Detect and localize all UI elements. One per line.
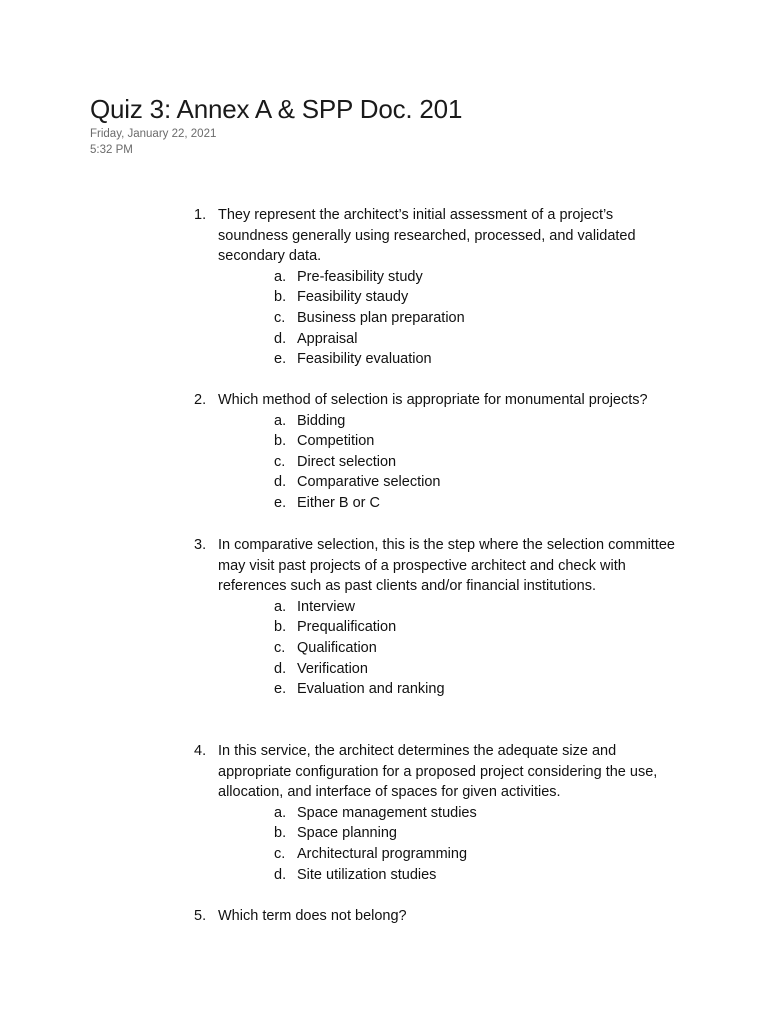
option-letter: e. [274, 351, 287, 368]
note-date: Friday, January 22, 2021 [90, 128, 217, 140]
option-item [194, 411, 694, 432]
option-item [194, 493, 694, 514]
question-number: 2. [194, 392, 207, 408]
question-number: 1. [194, 207, 207, 223]
question-number: 4. [194, 743, 207, 759]
question-text: Which term does not belong? [218, 908, 407, 924]
option-text: Feasibility evaluation [297, 351, 432, 368]
option-text: Site utilization studies [297, 866, 437, 883]
option-text: Competition [297, 433, 375, 450]
option-list [194, 411, 694, 514]
option-letter: c. [274, 453, 286, 470]
option-text: Space management studies [297, 804, 477, 821]
option-letter: e. [274, 494, 287, 511]
option-text: Business plan preparation [297, 309, 465, 326]
page-title: Quiz 3: Annex A & SPP Doc. 201 [90, 94, 463, 124]
option-letter: d. [274, 330, 287, 347]
option-text: Either B or C [297, 494, 380, 511]
option-item [194, 472, 694, 493]
option-letter: a. [274, 412, 287, 429]
question-1 [194, 205, 694, 370]
option-text: Space planning [297, 825, 397, 842]
option-text: Comparative selection [297, 474, 441, 491]
option-letter: b. [274, 433, 287, 450]
option-letter: c. [274, 639, 286, 656]
option-item [194, 431, 694, 452]
option-text: Verification [297, 660, 368, 677]
option-letter: a. [274, 268, 287, 285]
option-item [194, 638, 694, 659]
option-text: Direct selection [297, 453, 397, 470]
option-letter: d. [274, 474, 287, 491]
option-item [194, 308, 694, 329]
option-item [194, 823, 694, 844]
question-number: 5. [194, 908, 207, 924]
option-item [194, 267, 694, 288]
option-letter: c. [274, 845, 286, 862]
question-5 [194, 906, 694, 927]
option-letter: b. [274, 289, 287, 306]
question-4 [194, 741, 694, 885]
option-text: Interview [297, 598, 356, 615]
option-item [194, 865, 694, 886]
option-letter: e. [274, 681, 287, 698]
option-item [194, 329, 694, 350]
option-text: Prequalification [297, 619, 397, 636]
question-text: They represent the architect’s initial assessment of a project’s soundness generally using researched, processed, and validated secondary data. [218, 207, 636, 265]
option-letter: a. [274, 804, 287, 821]
option-text: Pre-feasibility study [297, 268, 423, 285]
option-item [194, 659, 694, 680]
option-text: Evaluation and ranking [297, 681, 445, 698]
option-letter: c. [274, 309, 286, 326]
option-letter: a. [274, 598, 287, 615]
option-item [194, 349, 694, 370]
option-list [194, 597, 694, 700]
option-item [194, 452, 694, 473]
question-text: In this service, the architect determines the adequate size and appropriate configuration for a proposed project considering the use, allocation, and interface of spaces for given activities. [218, 743, 658, 801]
option-item [194, 597, 694, 618]
option-text: Feasibility staudy [297, 289, 409, 306]
option-text: Qualification [297, 639, 377, 656]
question-text: Which method of selection is appropriate for monumental projects? [218, 392, 648, 408]
option-item [194, 617, 694, 638]
option-text: Appraisal [297, 330, 358, 347]
option-item [194, 844, 694, 865]
question-number: 3. [194, 537, 207, 553]
option-text: Bidding [297, 412, 346, 429]
question-3 [194, 535, 694, 700]
option-text: Architectural programming [297, 845, 468, 862]
option-item [194, 679, 694, 700]
question-2 [194, 390, 694, 514]
option-item [194, 803, 694, 824]
option-letter: d. [274, 866, 287, 883]
option-letter: b. [274, 825, 287, 842]
option-letter: b. [274, 619, 287, 636]
option-letter: d. [274, 660, 287, 677]
question-text: In comparative selection, this is the step where the selection committee may visit past projects of a prospective architect and check with references such as past clients and/or financial institutions. [218, 537, 675, 595]
option-list [194, 267, 694, 370]
option-item [194, 287, 694, 308]
note-time: 5:32 PM [90, 144, 133, 156]
option-list [194, 803, 694, 885]
